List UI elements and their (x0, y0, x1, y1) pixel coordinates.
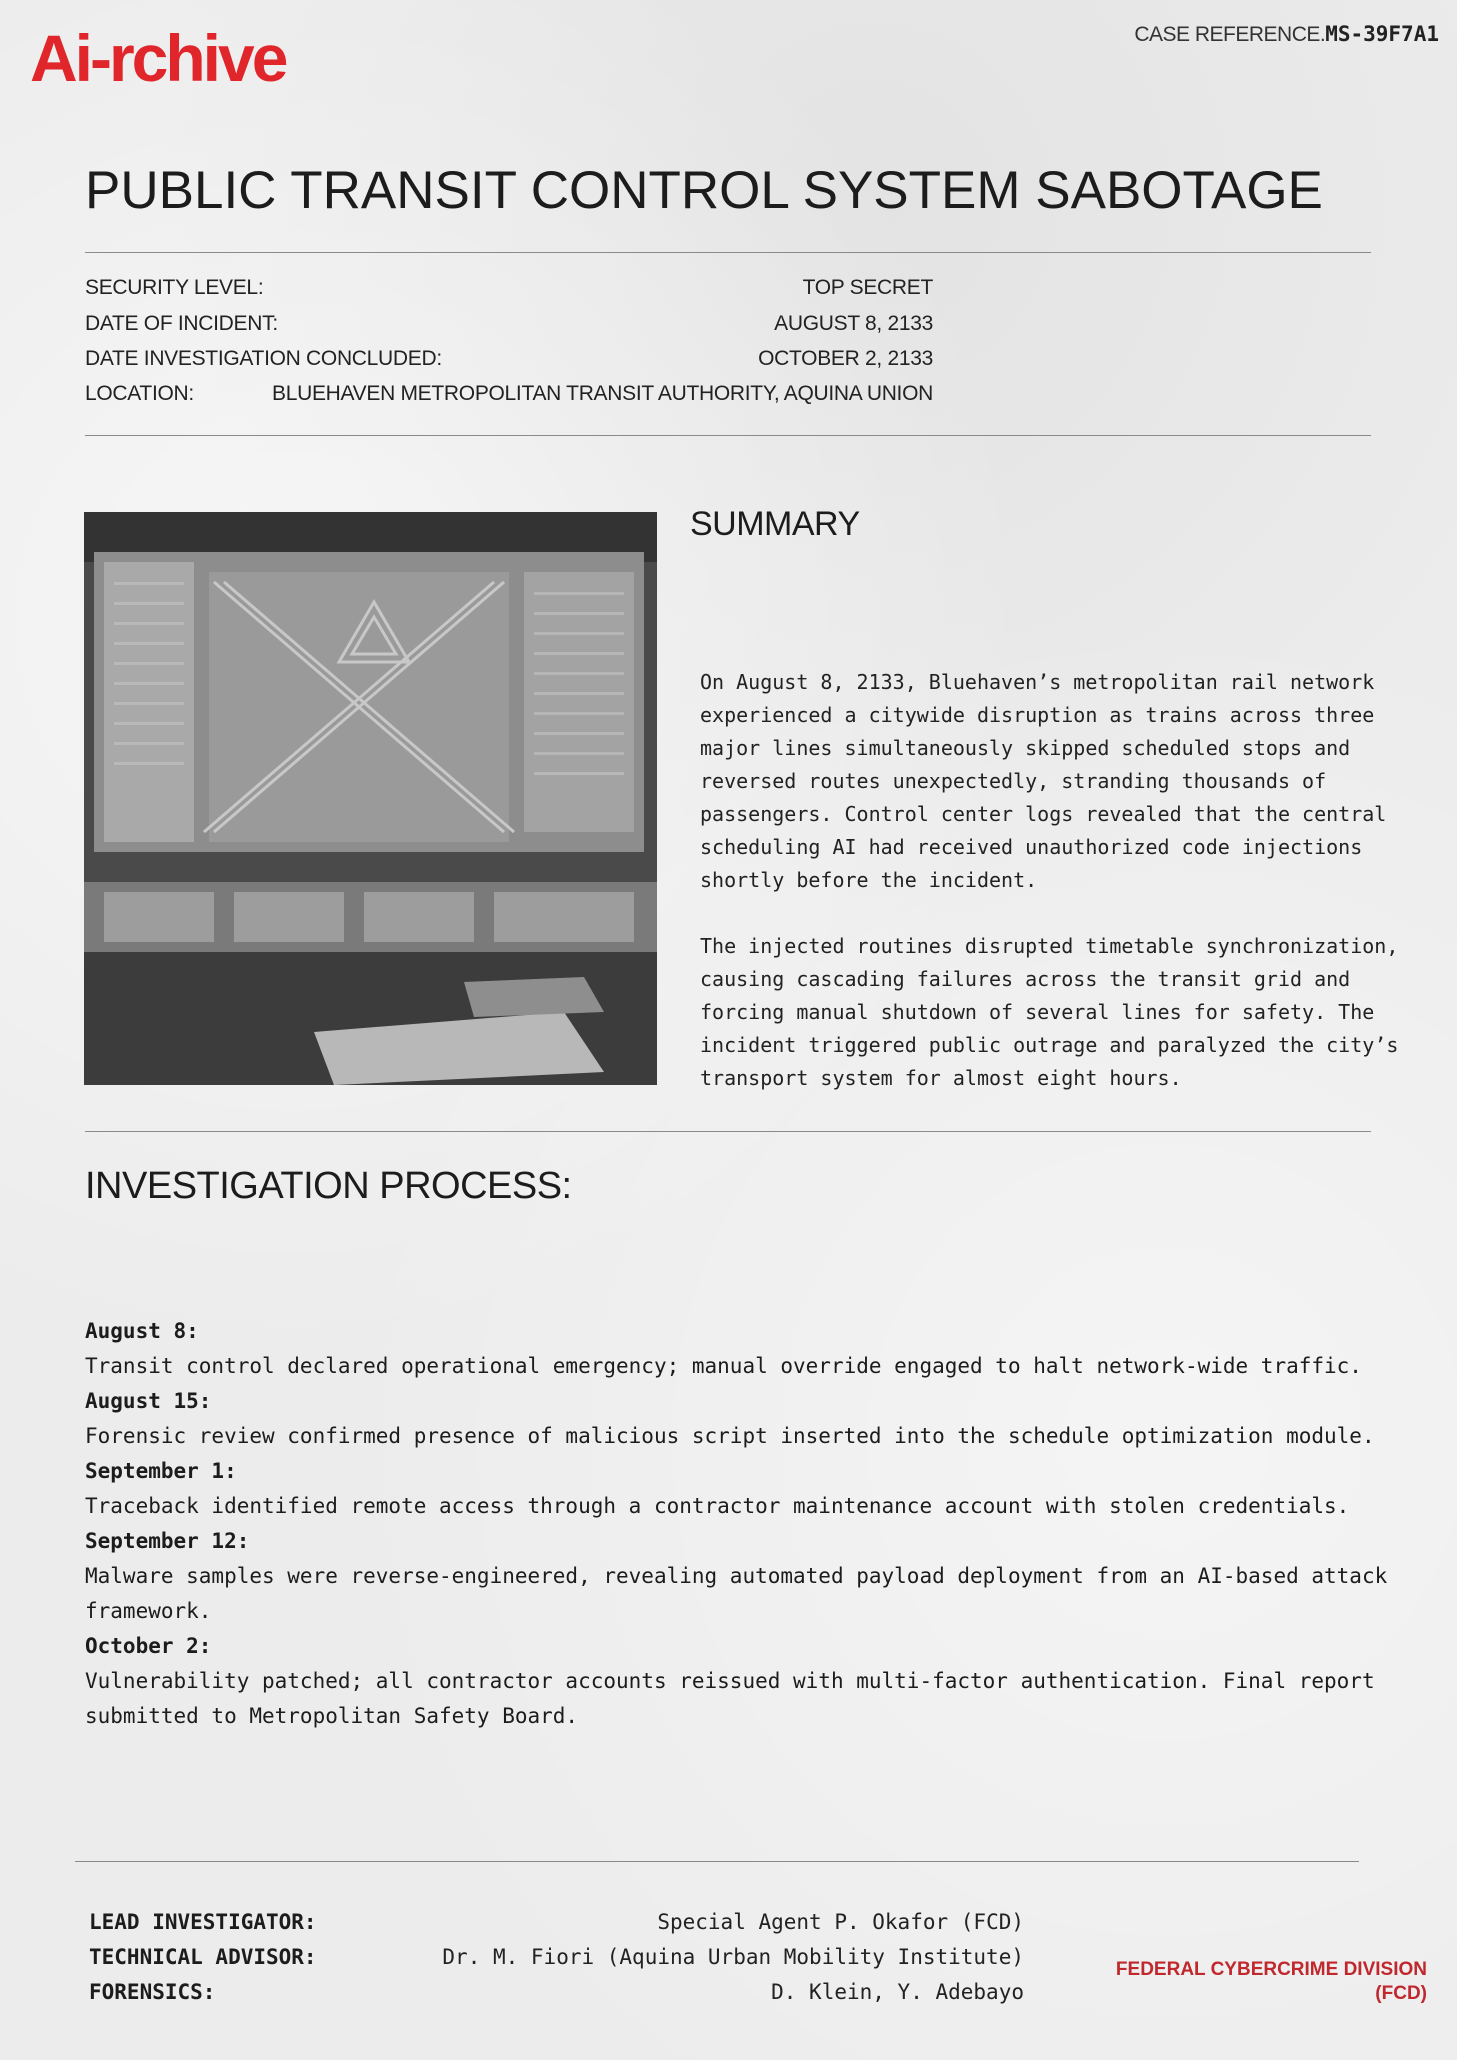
timeline-date: August 15: (85, 1389, 212, 1413)
timeline-entry (85, 1454, 1415, 1524)
credit-name: Dr. M. Fiori (Aquina Urban Mobility Institute) (442, 1945, 1024, 1969)
timeline-date: October 2: (85, 1634, 212, 1658)
timeline-entry (85, 1314, 1415, 1384)
divider (85, 252, 1371, 253)
credit-name: D. Klein, Y. Adebayo (771, 1980, 1024, 2004)
meta-label: DATE INVESTIGATION CONCLUDED: (85, 347, 442, 370)
summary-heading: SUMMARY (690, 505, 860, 543)
case-reference-label: CASE REFERENCE. (1134, 23, 1326, 46)
meta-row-location (85, 382, 933, 414)
meta-row-incident-date (85, 312, 933, 344)
division-abbrev: (FCD) (1375, 1983, 1427, 2004)
credit-forensics (89, 1980, 1024, 2014)
timeline-text: Malware samples were reverse-engineered, revealing automated payload deployment from an AI-based attack framework. (85, 1564, 1388, 1623)
meta-value: AUGUST 8, 2133 (774, 312, 933, 335)
timeline-entry (85, 1524, 1415, 1629)
division-stamp (1116, 1958, 1427, 2006)
credit-role: LEAD INVESTIGATOR: (89, 1910, 317, 1934)
summary-paragraph: The injected routines disrupted timetable synchronization, causing cascading failures across the transit grid and forcing manual shutdown of several lines for safety. The incident triggered public outrage and paralyzed the city’s transport system for almost eight hours. (700, 934, 1399, 1090)
meta-label: DATE OF INCIDENT: (85, 312, 278, 335)
credit-role: FORENSICS: (89, 1980, 216, 2004)
meta-label: SECURITY LEVEL: (85, 276, 264, 299)
meta-row-concluded-date (85, 347, 933, 379)
control-room-photo (84, 512, 657, 1085)
divider (85, 1131, 1371, 1132)
case-reference-value: MS-39F7A1 (1325, 22, 1439, 46)
control-room-illustration (84, 512, 657, 1085)
division-name: FEDERAL CYBERCRIME DIVISION (1115, 1959, 1427, 1980)
credit-technical-advisor (89, 1945, 1024, 1979)
timeline-date: September 1: (85, 1459, 237, 1483)
investigation-timeline (85, 1314, 1415, 1734)
page-title: PUBLIC TRANSIT CONTROL SYSTEM SABOTAGE (85, 161, 1323, 220)
divider (75, 1861, 1359, 1862)
summary-text (700, 666, 1420, 1128)
meta-value: OCTOBER 2, 2133 (758, 347, 933, 370)
credit-lead-investigator (89, 1910, 1024, 1944)
credit-role: TECHNICAL ADVISOR: (89, 1945, 317, 1969)
timeline-text: Forensic review confirmed presence of malicious script inserted into the schedule optimization module. (85, 1424, 1375, 1448)
credit-name: Special Agent P. Okafor (FCD) (657, 1910, 1024, 1934)
case-reference (1134, 22, 1439, 47)
timeline-text: Traceback identified remote access through a contractor maintenance account with stolen credentials. (85, 1494, 1350, 1518)
timeline-text: Transit control declared operational emergency; manual override engaged to halt network-wide traffic. (85, 1354, 1362, 1378)
meta-value: TOP SECRET (802, 276, 933, 299)
meta-value: BLUEHAVEN METROPOLITAN TRANSIT AUTHORITY, AQUINA UNION (272, 382, 933, 405)
timeline-text: Vulnerability patched; all contractor accounts reissued with multi-factor authentication. Final report submitted to Metropolitan Safety Board. (85, 1669, 1375, 1728)
timeline-date: September 12: (85, 1529, 250, 1553)
meta-row-security (85, 276, 933, 308)
timeline-entry (85, 1384, 1415, 1454)
summary-paragraph: On August 8, 2133, Bluehaven’s metropolitan rail network experienced a citywide disruption as trains across three major lines simultaneously skipped scheduled stops and reversed routes unexpectedly, stranding thousands of passengers. Control center logs revealed that the central scheduling AI had received unauthorized code injections shortly before the incident. (700, 670, 1387, 892)
investigation-heading: INVESTIGATION PROCESS: (85, 1165, 572, 1207)
meta-label: LOCATION: (85, 382, 194, 405)
divider (85, 435, 1371, 436)
timeline-date: August 8: (85, 1319, 199, 1343)
archive-logo: Ai-rchive (30, 21, 286, 95)
timeline-entry (85, 1629, 1415, 1734)
